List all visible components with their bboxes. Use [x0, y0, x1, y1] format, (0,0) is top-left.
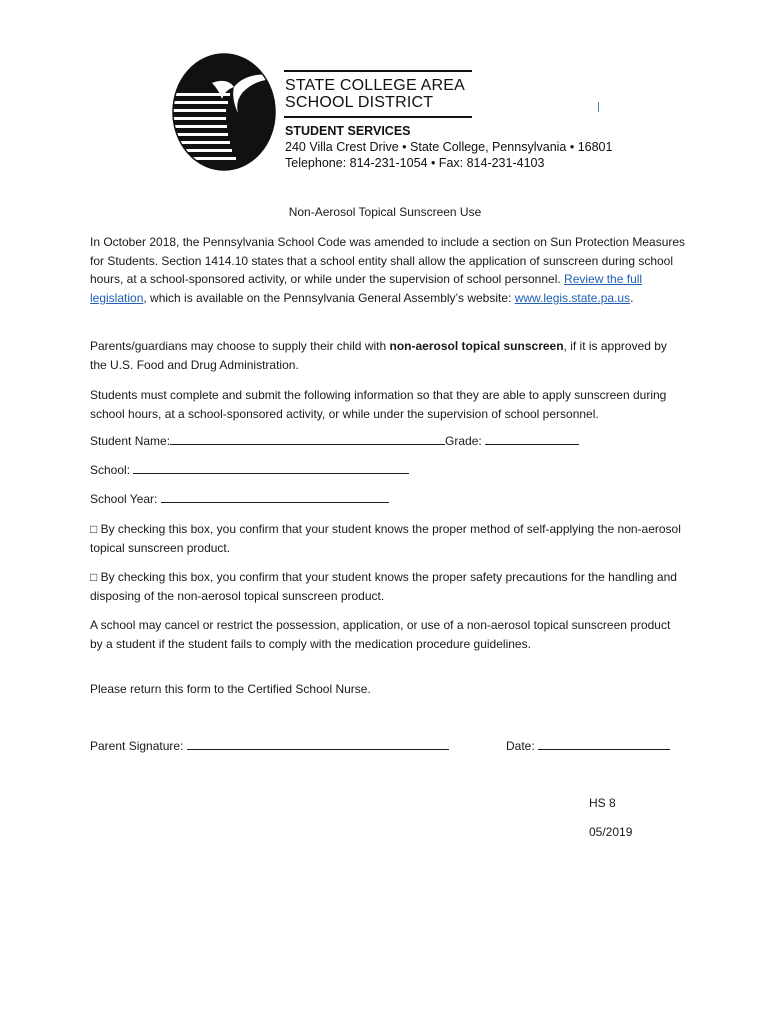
legis-website-link[interactable]: www.legis.state.pa.us — [514, 290, 631, 305]
parent-signature-label: Parent Signature: — [90, 739, 184, 753]
intro-text-3: . — [630, 290, 634, 305]
safety-checkbox-statement[interactable]: □ By checking this box, you confirm that your student knows the proper safety precautions for the handling and disposing of the non-aerosol topical sunscreen product. — [90, 570, 677, 603]
form-code: HS 8 — [589, 796, 616, 810]
school-year-field[interactable] — [161, 491, 389, 503]
grade-label: Grade: — [445, 434, 482, 448]
intro-text-2: , which is available on the Pennsylvania General Assembly’s website: — [143, 290, 515, 305]
district-address: 240 Villa Crest Drive • State College, Pennsylvania • 16801 — [285, 140, 613, 154]
parents-paragraph — [90, 337, 686, 374]
document-title: Non-Aerosol Topical Sunscreen Use — [288, 205, 482, 219]
date-row — [506, 738, 670, 753]
students-paragraph: Students must complete and submit the following information so that they are able to apply sunscreen during school hours, at a school-sponsored activity, or while under the supervision of school personnel. — [90, 388, 667, 421]
parents-bold-text: non-aerosol topical sunscreen — [389, 339, 564, 353]
district-logo-icon — [172, 53, 276, 171]
district-name-line2: SCHOOL DISTRICT — [285, 94, 434, 111]
department-name: STUDENT SERVICES — [285, 124, 411, 138]
revision-date: 05/2019 — [589, 825, 633, 839]
parents-text-2: , if it is approved by the U.S. Food and Drug Administration. — [90, 339, 667, 372]
student-name-row — [90, 433, 579, 448]
header-rule-middle — [284, 116, 472, 118]
school-label: School: — [90, 463, 131, 477]
text-cursor-mark — [598, 102, 599, 112]
date-label: Date: — [506, 739, 535, 753]
parents-text-1: Parents/guardians may choose to supply their child with — [90, 339, 390, 353]
district-name — [285, 77, 465, 111]
header-rule-top — [284, 70, 472, 72]
parent-signature-field[interactable] — [187, 738, 449, 750]
school-row — [90, 462, 409, 477]
student-name-label: Student Name: — [90, 434, 171, 448]
return-instruction: Please return this form to the Certified School Nurse. — [90, 682, 371, 696]
grade-field[interactable] — [485, 433, 579, 445]
cancellation-paragraph: A school may cancel or restrict the possession, application, or use of a non-aerosol topical sunscreen product by a student if the student fails to comply with the medication procedure guidelines. — [90, 618, 671, 651]
school-year-row — [90, 491, 389, 506]
legislation-link[interactable]: Review the full legislation — [90, 272, 643, 305]
school-field[interactable] — [133, 462, 409, 474]
date-field[interactable] — [538, 738, 670, 750]
self-apply-checkbox-statement[interactable]: □ By checking this box, you confirm that your student knows the proper method of self-applying the non-aerosol topical sunscreen product. — [90, 522, 681, 555]
intro-paragraph — [90, 233, 686, 307]
school-year-label: School Year: — [90, 492, 158, 506]
intro-text-1: In October 2018, the Pennsylvania School Code was amended to include a section on Sun Protection Measures for Students. Section 1414.10 states that a school entity shall allow the application of sunscreen during school hours, at a school-sponsored activity, or while under the supervision of school personnel. — [90, 235, 686, 286]
parent-signature-row — [90, 738, 449, 753]
student-name-field[interactable] — [170, 433, 445, 445]
district-name-line1: STATE COLLEGE AREA — [285, 77, 465, 94]
district-phone-fax: Telephone: 814-231-1054 • Fax: 814-231-4103 — [285, 156, 545, 170]
